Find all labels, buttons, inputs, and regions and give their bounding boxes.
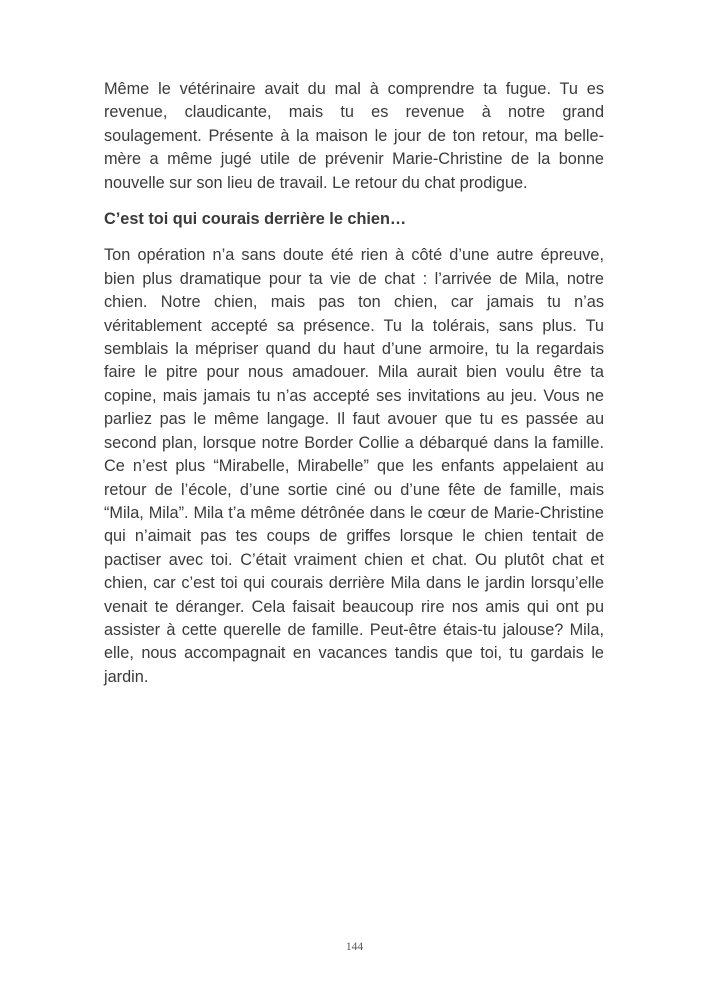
body-text <box>104 78 604 689</box>
section-heading: C’est toi qui courais derrière le chien… <box>104 210 407 229</box>
paragraph-2: Ton opération n’a sans doute été rien à côté d’une autre épreuve, bien plus dramatique pour ta vie de chat : l’arrivée de Mila, notre chien. Notre chien, mais pas ton chien, car jamais tu n’as véritablement accepté sa présence. Tu la tolérais, sans plus. Tu semblais la mépriser quand du haut d’une armoire, tu la regardais faire le pitre pour nous amadouer. Mila aurait bien voulu être ta copine, mais jamais tu n’as accepté ses invitations au jeu. Vous ne parliez pas le même langage. Il faut avouer que tu es passée au second plan, lorsque notre Border Collie a débarqué dans la famille. Ce n’est plus “Mirabelle, Mirabelle” que les enfants appelaient au retour de l’école, d’une sortie ciné ou d’une fête de famille, mais “Mila, Mila”. Mila t’a même détrônée dans le cœur de Marie-Christine qui n’aimait pas tes coups de griffes lorsque le chien tentait de pactiser avec toi. C’était vraiment chien et chat. Ou plutôt chat et chien, car c’est toi qui courais derrière Mila dans le jardin lorsqu’elle venait te déranger. Cela faisait beaucoup rire nos amis qui ont pu assister à cette querelle de famille. Peut-être étais-tu jalouse? Mila, elle, nous accompagnait en vacances tandis que toi, tu gardais le jardin. <box>104 246 604 686</box>
paragraph-1: Même le vétérinaire avait du mal à comprendre ta fugue. Tu es revenue, claudicante, mais tu es revenue à notre grand soulagement. Présente à la maison le jour de ton retour, ma belle-mère a même jugé utile de prévenir Marie-Christine de la bonne nouvelle sur son lieu de travail. Le retour du chat prodigue. <box>104 80 604 192</box>
page-number: 144 <box>345 941 364 953</box>
